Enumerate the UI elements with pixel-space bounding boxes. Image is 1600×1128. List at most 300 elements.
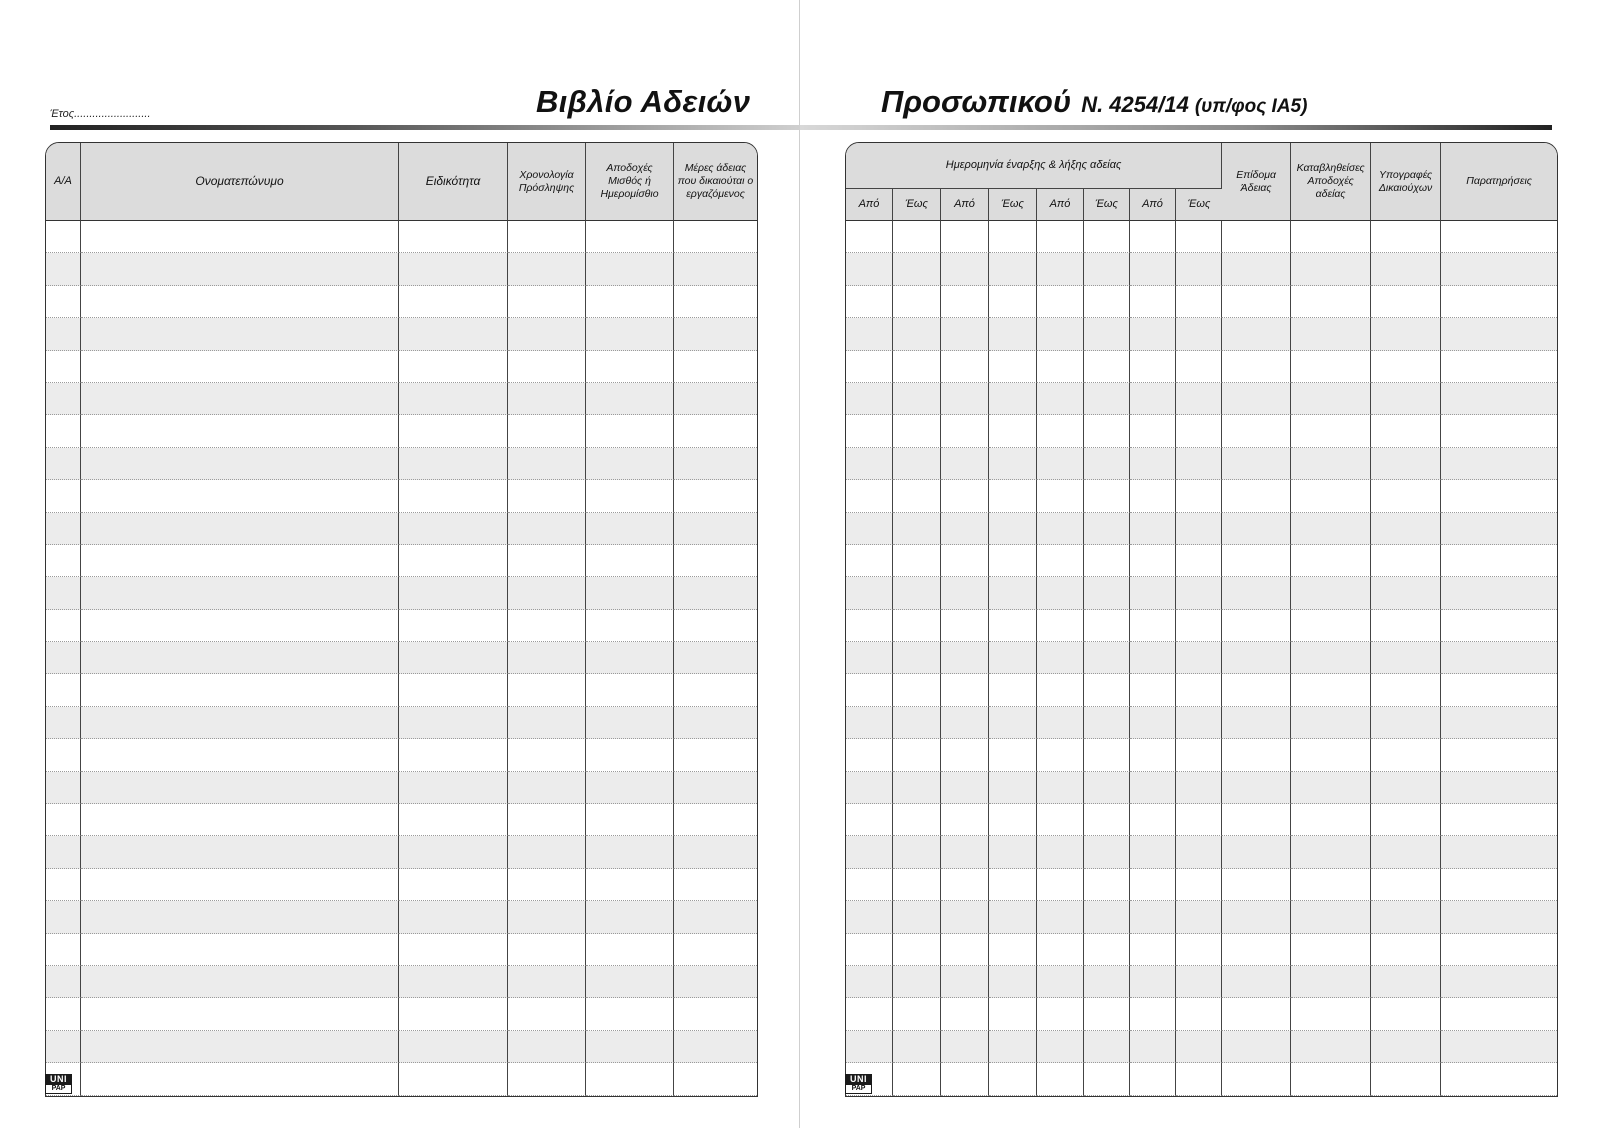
entry-cell[interactable] [81,545,399,577]
entry-cell[interactable] [399,351,508,383]
entry-cell[interactable] [1222,415,1291,447]
entry-cell[interactable] [1441,772,1557,804]
entry-cell[interactable] [1371,739,1441,771]
entry-cell[interactable] [81,221,399,253]
entry-cell[interactable] [846,448,893,480]
entry-cell[interactable] [1176,577,1222,609]
entry-cell[interactable] [941,383,989,415]
entry-cell[interactable] [1291,351,1371,383]
entry-cell[interactable] [1176,1031,1222,1063]
entry-cell[interactable] [1371,934,1441,966]
entry-cell[interactable] [941,674,989,706]
entry-cell[interactable] [1130,674,1176,706]
entry-cell[interactable] [1291,577,1371,609]
entry-cell[interactable] [399,739,508,771]
entry-cell[interactable] [1371,1031,1441,1063]
entry-cell[interactable] [674,513,757,545]
entry-cell[interactable] [1441,674,1557,706]
entry-cell[interactable] [399,383,508,415]
entry-cell[interactable] [46,383,81,415]
entry-cell[interactable] [1291,1031,1371,1063]
entry-cell[interactable] [46,804,81,836]
entry-cell[interactable] [46,513,81,545]
entry-cell[interactable] [1037,772,1084,804]
entry-cell[interactable] [846,351,893,383]
entry-cell[interactable] [1222,448,1291,480]
entry-cell[interactable] [1130,318,1176,350]
entry-cell[interactable] [1176,836,1222,868]
entry-cell[interactable] [674,1063,757,1095]
entry-cell[interactable] [1222,545,1291,577]
entry-cell[interactable] [586,318,674,350]
entry-cell[interactable] [1037,674,1084,706]
entry-cell[interactable] [674,383,757,415]
entry-cell[interactable] [1371,318,1441,350]
entry-cell[interactable] [893,577,941,609]
entry-cell[interactable] [586,383,674,415]
entry-cell[interactable] [1291,707,1371,739]
entry-cell[interactable] [1371,480,1441,512]
entry-cell[interactable] [1291,836,1371,868]
entry-cell[interactable] [674,836,757,868]
entry-cell[interactable] [941,901,989,933]
entry-cell[interactable] [1441,318,1557,350]
entry-cell[interactable] [399,934,508,966]
entry-cell[interactable] [1130,448,1176,480]
entry-cell[interactable] [1371,674,1441,706]
entry-cell[interactable] [1441,286,1557,318]
entry-cell[interactable] [46,221,81,253]
entry-cell[interactable] [893,772,941,804]
entry-cell[interactable] [1222,739,1291,771]
entry-cell[interactable] [81,415,399,447]
entry-cell[interactable] [46,351,81,383]
entry-cell[interactable] [989,739,1037,771]
entry-cell[interactable] [893,836,941,868]
entry-cell[interactable] [1176,610,1222,642]
entry-cell[interactable] [989,707,1037,739]
entry-cell[interactable] [46,772,81,804]
entry-cell[interactable] [81,448,399,480]
entry-cell[interactable] [1441,707,1557,739]
entry-cell[interactable] [586,642,674,674]
entry-cell[interactable] [399,966,508,998]
entry-cell[interactable] [674,351,757,383]
entry-cell[interactable] [1176,221,1222,253]
entry-cell[interactable] [399,707,508,739]
entry-cell[interactable] [941,642,989,674]
entry-cell[interactable] [586,448,674,480]
entry-cell[interactable] [1441,545,1557,577]
entry-cell[interactable] [1222,1063,1291,1095]
entry-cell[interactable] [846,934,893,966]
entry-cell[interactable] [1176,1063,1222,1095]
entry-cell[interactable] [46,901,81,933]
entry-cell[interactable] [508,1063,586,1095]
entry-cell[interactable] [1130,1031,1176,1063]
entry-cell[interactable] [586,1063,674,1095]
entry-cell[interactable] [399,674,508,706]
entry-cell[interactable] [1291,772,1371,804]
entry-cell[interactable] [1371,804,1441,836]
entry-cell[interactable] [989,577,1037,609]
entry-cell[interactable] [399,545,508,577]
entry-cell[interactable] [1222,674,1291,706]
entry-cell[interactable] [1084,642,1130,674]
entry-cell[interactable] [989,383,1037,415]
entry-cell[interactable] [46,998,81,1030]
entry-cell[interactable] [1084,836,1130,868]
entry-cell[interactable] [1291,448,1371,480]
entry-cell[interactable] [586,545,674,577]
entry-cell[interactable] [81,901,399,933]
entry-cell[interactable] [941,610,989,642]
entry-cell[interactable] [941,934,989,966]
entry-cell[interactable] [1441,480,1557,512]
entry-cell[interactable] [941,998,989,1030]
entry-cell[interactable] [1037,739,1084,771]
entry-cell[interactable] [81,966,399,998]
entry-cell[interactable] [1084,545,1130,577]
entry-cell[interactable] [1441,1063,1557,1095]
entry-cell[interactable] [674,253,757,285]
entry-cell[interactable] [1371,513,1441,545]
entry-cell[interactable] [674,545,757,577]
entry-cell[interactable] [1291,901,1371,933]
entry-cell[interactable] [586,577,674,609]
entry-cell[interactable] [1130,480,1176,512]
entry-cell[interactable] [1176,804,1222,836]
entry-cell[interactable] [81,804,399,836]
entry-cell[interactable] [846,415,893,447]
entry-cell[interactable] [586,836,674,868]
entry-cell[interactable] [989,415,1037,447]
entry-cell[interactable] [81,577,399,609]
entry-cell[interactable] [674,674,757,706]
entry-cell[interactable] [508,772,586,804]
entry-cell[interactable] [846,836,893,868]
entry-cell[interactable] [1130,253,1176,285]
entry-cell[interactable] [674,577,757,609]
entry-cell[interactable] [1176,642,1222,674]
year-field[interactable]: Έτος......................... [50,108,151,120]
entry-cell[interactable] [989,934,1037,966]
entry-cell[interactable] [1037,577,1084,609]
entry-cell[interactable] [1222,351,1291,383]
entry-cell[interactable] [941,869,989,901]
entry-cell[interactable] [1291,998,1371,1030]
entry-cell[interactable] [1084,513,1130,545]
entry-cell[interactable] [893,480,941,512]
entry-cell[interactable] [1291,610,1371,642]
entry-cell[interactable] [1441,383,1557,415]
entry-cell[interactable] [1371,253,1441,285]
entry-cell[interactable] [1222,998,1291,1030]
entry-cell[interactable] [893,707,941,739]
entry-cell[interactable] [399,642,508,674]
entry-cell[interactable] [674,415,757,447]
entry-cell[interactable] [1084,351,1130,383]
entry-cell[interactable] [46,934,81,966]
entry-cell[interactable] [46,642,81,674]
entry-cell[interactable] [893,383,941,415]
entry-cell[interactable] [508,707,586,739]
entry-cell[interactable] [46,610,81,642]
entry-cell[interactable] [508,836,586,868]
entry-cell[interactable] [941,836,989,868]
entry-cell[interactable] [989,674,1037,706]
entry-cell[interactable] [1222,221,1291,253]
entry-cell[interactable] [586,804,674,836]
entry-cell[interactable] [989,966,1037,998]
entry-cell[interactable] [586,934,674,966]
entry-cell[interactable] [1222,480,1291,512]
entry-cell[interactable] [81,318,399,350]
entry-cell[interactable] [508,869,586,901]
entry-cell[interactable] [1130,513,1176,545]
entry-cell[interactable] [1084,804,1130,836]
entry-cell[interactable] [1222,934,1291,966]
entry-cell[interactable] [1222,610,1291,642]
entry-cell[interactable] [1176,351,1222,383]
entry-cell[interactable] [989,772,1037,804]
entry-cell[interactable] [1441,610,1557,642]
entry-cell[interactable] [586,869,674,901]
entry-cell[interactable] [81,286,399,318]
entry-cell[interactable] [81,772,399,804]
entry-cell[interactable] [1176,901,1222,933]
entry-cell[interactable] [46,1031,81,1063]
entry-cell[interactable] [586,221,674,253]
entry-cell[interactable] [1084,221,1130,253]
entry-cell[interactable] [81,351,399,383]
entry-cell[interactable] [399,448,508,480]
entry-cell[interactable] [1176,513,1222,545]
entry-cell[interactable] [1130,772,1176,804]
entry-cell[interactable] [1176,772,1222,804]
entry-cell[interactable] [1176,739,1222,771]
entry-cell[interactable] [399,1063,508,1095]
entry-cell[interactable] [81,383,399,415]
entry-cell[interactable] [1037,383,1084,415]
entry-cell[interactable] [1084,577,1130,609]
entry-cell[interactable] [1037,642,1084,674]
entry-cell[interactable] [1371,383,1441,415]
entry-cell[interactable] [941,253,989,285]
entry-cell[interactable] [846,610,893,642]
entry-cell[interactable] [1222,901,1291,933]
entry-cell[interactable] [846,577,893,609]
entry-cell[interactable] [989,901,1037,933]
entry-cell[interactable] [1037,253,1084,285]
entry-cell[interactable] [1176,998,1222,1030]
entry-cell[interactable] [508,1031,586,1063]
entry-cell[interactable] [1037,610,1084,642]
entry-cell[interactable] [1222,318,1291,350]
entry-cell[interactable] [989,351,1037,383]
entry-cell[interactable] [893,286,941,318]
entry-cell[interactable] [846,966,893,998]
entry-cell[interactable] [674,739,757,771]
entry-cell[interactable] [1130,836,1176,868]
entry-cell[interactable] [1130,901,1176,933]
entry-cell[interactable] [1291,286,1371,318]
entry-cell[interactable] [674,1031,757,1063]
entry-cell[interactable] [893,642,941,674]
entry-cell[interactable] [893,513,941,545]
entry-cell[interactable] [586,998,674,1030]
entry-cell[interactable] [81,836,399,868]
entry-cell[interactable] [586,739,674,771]
entry-cell[interactable] [1291,480,1371,512]
entry-cell[interactable] [1371,901,1441,933]
entry-cell[interactable] [846,772,893,804]
entry-cell[interactable] [893,1063,941,1095]
entry-cell[interactable] [1222,804,1291,836]
entry-cell[interactable] [508,415,586,447]
entry-cell[interactable] [1084,966,1130,998]
entry-cell[interactable] [846,480,893,512]
entry-cell[interactable] [1084,739,1130,771]
entry-cell[interactable] [1441,869,1557,901]
entry-cell[interactable] [941,513,989,545]
entry-cell[interactable] [941,545,989,577]
entry-cell[interactable] [399,513,508,545]
entry-cell[interactable] [1222,836,1291,868]
entry-cell[interactable] [1441,1031,1557,1063]
entry-cell[interactable] [1037,513,1084,545]
entry-cell[interactable] [1176,966,1222,998]
entry-cell[interactable] [1222,642,1291,674]
entry-cell[interactable] [989,513,1037,545]
entry-cell[interactable] [674,221,757,253]
entry-cell[interactable] [1441,513,1557,545]
entry-cell[interactable] [1037,415,1084,447]
entry-cell[interactable] [1371,1063,1441,1095]
entry-cell[interactable] [893,804,941,836]
entry-cell[interactable] [46,739,81,771]
entry-cell[interactable] [989,642,1037,674]
entry-cell[interactable] [399,415,508,447]
entry-cell[interactable] [1371,998,1441,1030]
entry-cell[interactable] [941,1031,989,1063]
entry-cell[interactable] [1037,448,1084,480]
entry-cell[interactable] [508,901,586,933]
entry-cell[interactable] [1037,869,1084,901]
entry-cell[interactable] [508,610,586,642]
entry-cell[interactable] [1084,707,1130,739]
entry-cell[interactable] [81,513,399,545]
entry-cell[interactable] [46,869,81,901]
entry-cell[interactable] [893,448,941,480]
entry-cell[interactable] [1084,448,1130,480]
entry-cell[interactable] [399,1031,508,1063]
entry-cell[interactable] [1441,966,1557,998]
entry-cell[interactable] [674,480,757,512]
entry-cell[interactable] [1084,1031,1130,1063]
entry-cell[interactable] [846,545,893,577]
entry-cell[interactable] [941,804,989,836]
entry-cell[interactable] [1037,1031,1084,1063]
entry-cell[interactable] [1222,1031,1291,1063]
entry-cell[interactable] [1130,707,1176,739]
entry-cell[interactable] [1291,415,1371,447]
entry-cell[interactable] [1176,415,1222,447]
entry-cell[interactable] [893,934,941,966]
entry-cell[interactable] [674,901,757,933]
entry-cell[interactable] [1084,480,1130,512]
entry-cell[interactable] [399,480,508,512]
entry-cell[interactable] [1371,836,1441,868]
entry-cell[interactable] [46,674,81,706]
entry-cell[interactable] [81,610,399,642]
entry-cell[interactable] [1291,804,1371,836]
entry-cell[interactable] [508,513,586,545]
entry-cell[interactable] [508,318,586,350]
entry-cell[interactable] [1084,934,1130,966]
entry-cell[interactable] [846,707,893,739]
entry-cell[interactable] [46,480,81,512]
entry-cell[interactable] [508,351,586,383]
entry-cell[interactable] [1371,351,1441,383]
entry-cell[interactable] [399,772,508,804]
entry-cell[interactable] [846,901,893,933]
entry-cell[interactable] [508,448,586,480]
entry-cell[interactable] [586,901,674,933]
entry-cell[interactable] [46,253,81,285]
entry-cell[interactable] [674,610,757,642]
entry-cell[interactable] [508,642,586,674]
entry-cell[interactable] [1222,286,1291,318]
entry-cell[interactable] [941,480,989,512]
entry-cell[interactable] [586,286,674,318]
entry-cell[interactable] [893,545,941,577]
entry-cell[interactable] [46,545,81,577]
entry-cell[interactable] [1441,998,1557,1030]
entry-cell[interactable] [586,415,674,447]
entry-cell[interactable] [586,674,674,706]
entry-cell[interactable] [1291,642,1371,674]
entry-cell[interactable] [46,286,81,318]
entry-cell[interactable] [1291,869,1371,901]
entry-cell[interactable] [1291,318,1371,350]
entry-cell[interactable] [586,351,674,383]
entry-cell[interactable] [508,221,586,253]
entry-cell[interactable] [989,1031,1037,1063]
entry-cell[interactable] [508,739,586,771]
entry-cell[interactable] [1130,739,1176,771]
entry-cell[interactable] [674,707,757,739]
entry-cell[interactable] [989,286,1037,318]
entry-cell[interactable] [1037,1063,1084,1095]
entry-cell[interactable] [1176,286,1222,318]
entry-cell[interactable] [1037,286,1084,318]
entry-cell[interactable] [1222,869,1291,901]
entry-cell[interactable] [586,480,674,512]
entry-cell[interactable] [46,836,81,868]
entry-cell[interactable] [46,577,81,609]
entry-cell[interactable] [1222,772,1291,804]
entry-cell[interactable] [508,577,586,609]
entry-cell[interactable] [508,286,586,318]
entry-cell[interactable] [674,286,757,318]
entry-cell[interactable] [674,772,757,804]
entry-cell[interactable] [1037,480,1084,512]
entry-cell[interactable] [1084,998,1130,1030]
entry-cell[interactable] [1130,1063,1176,1095]
entry-cell[interactable] [989,998,1037,1030]
entry-cell[interactable] [586,966,674,998]
